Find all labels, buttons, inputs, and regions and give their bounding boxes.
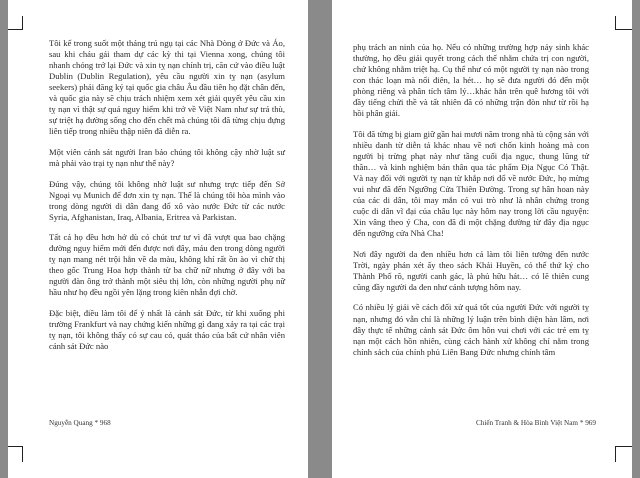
paragraph: Tôi kể trong suốt một tháng trú ngụ tại các Nhà Dòng ở Đức và Áo, sau khi cháu gái tham dự các kỳ thi tại Vienna xong, chúng tôi nhanh chóng trở lại Đức và xin tỵ nạn chính trị, căn cứ vào điều luật Dublin (Dublin Regulation), yêu cầu người xin tỵ nạn (asylum seekers) phải đăng ký tại quốc gia châu Âu đầu tiên họ đặt chân đến, và quốc gia này sẽ chịu trách nhiệm xem xét giải quyết yêu cầu xin tỵ nạn vì thật sự quá nguy hiểm khi trở về Việt Nam như sự trả thù, sự triệt hạ đường sống cho đến chết mà chúng tôi đã từng chịu đựng liên tiếp trong nhiều thập niên đã diễn ra. <box>49 38 286 137</box>
paragraph: Đặc biệt, điều làm tôi để ý nhất là cảnh sát Đức, từ khi xuống phi trường Frankfurt và nay chứng kiến những gì đang xảy ra tại các trại tỵ nạn, tôi không thấy có sự cau có, quát tháo của bất cứ nhân viên cảnh sát Đức nào <box>49 307 285 352</box>
left-page <box>8 0 308 478</box>
left-page-body <box>49 38 285 362</box>
right-page-body <box>353 42 589 367</box>
paragraph: Tôi đã từng bị giam giữ gần hai mươi năm trong nhà tù cộng sản với nhiều danh từ diễn tả khác nhau về nơi chốn kinh hoàng mà con người bị trừng phạt này như tầng cuối địa ngục, thung lũng tử thần… và kinh nghiệm bản thân qua tác phẩm Địa Ngục Có Thật. Và nay đối với người tỵ nạn từ khắp nơi đổ về nước Đức, họ mừng vui như đã đến Ngưỡng Cửa Thiên Đường. Trong sự hân hoan này của các di dân, tôi may mắn có vui trò như là nhân chứng trong cuộc di dân vĩ đại của châu lục này hôm nay trong lời cầu nguyện: Xin vâng theo ý Cha, con đã đi một chặng đường từ đây địa ngục đến ngưỡng cửa Nhà Cha! <box>353 128 589 239</box>
left-page-footer: Nguyễn Quang * 968 <box>49 419 111 427</box>
crop-mark <box>615 446 632 447</box>
right-page <box>332 0 632 478</box>
paragraph: Nơi đây người da đen nhiều hơn cả làm tôi liên tưởng đến nước Trời, ngày phán xét ấy theo sách Khải Huyền, có thể thứ ký cho Thành Phố rõ, người canh gác, là phủ hữu hát… có lẽ thiên cung cũng đầy người da đen như cảnh tượng hôm nay. <box>353 248 589 292</box>
crop-mark <box>615 446 616 462</box>
paragraph: Một viên cảnh sát người Iran bảo chúng tôi không cậy nhờ luật sư mà phải vào trại tỵ nạn như thế này? <box>49 146 285 168</box>
crop-mark <box>615 16 616 30</box>
crop-mark <box>615 29 632 30</box>
paragraph: Đúng vậy, chúng tôi không nhờ luật sư nhưng trực tiếp đến Sở Ngoại vụ Munich để đơn xin tỵ nạn. Thế là chúng tôi hòa mình vào trong dòng người di dân đang đổ xô vào nước Đức từ các nước Syria, Afghanistan, Iraq, Albania, Eritrea và Parkistan. <box>49 178 285 222</box>
paragraph: Có nhiều lý giải về cách đối xử quá tốt của người Đức với người tỵ nạn, nhưng đó vẫn chỉ là những lý luận trên bình diện hàn lâm, nơi đây thực tế những cảnh sát Đức ôm hôn vui chơi với các trẻ em tỵ nạn một cách hồn nhiên, cùng cách hành xử không chỉ nằm trong chính sách của chính phủ Liên Bang Đức nhưng chính tâm <box>353 302 589 357</box>
right-page-footer: Chiến Tranh & Hòa Bình Việt Nam * 969 <box>475 419 596 427</box>
crop-mark <box>8 29 23 30</box>
crop-mark <box>22 16 23 30</box>
crop-mark <box>8 446 23 447</box>
crop-mark <box>22 446 23 462</box>
paragraph: Tất cả họ đều hơn hở dù có chút trư tư vì đã vượt qua bao chặng đường nguy hiểm mới đến được nơi đây, máu đen trong dòng người tỵ nạn mang nét trội hẳn về da màu, không khí rất ồn ào vì chữ thị theo gốc Trung Hoa hợp thành từ ba chữ nữ nhưng ở đây với ba người đàn ông trở thành một siêu thị lớn, còn những người phụ nữ hầu như họ đều ngồi yên lặng trong kiên nhẫn đợi chờ. <box>49 232 285 298</box>
paragraph: phụ trách an ninh của họ. Nếu có những trường hợp nảy sinh khác thường, họ đều giải quyết trong cách thế nhằm chứa trị con người, chứ không nhằm triệt hạ. Cụ thể như có một người tỵ nạn nào trong con thác loạn mà nổi điên, la hét… họ sẽ đưa người đó đến một phòng riêng và phân tích tâm lý…khác hẳn trên quê hương tôi với đầy tiếng chửi thề và tất nhiên đã có những trận đòn như từ rồi hạ hồi phân giải. <box>353 42 589 119</box>
